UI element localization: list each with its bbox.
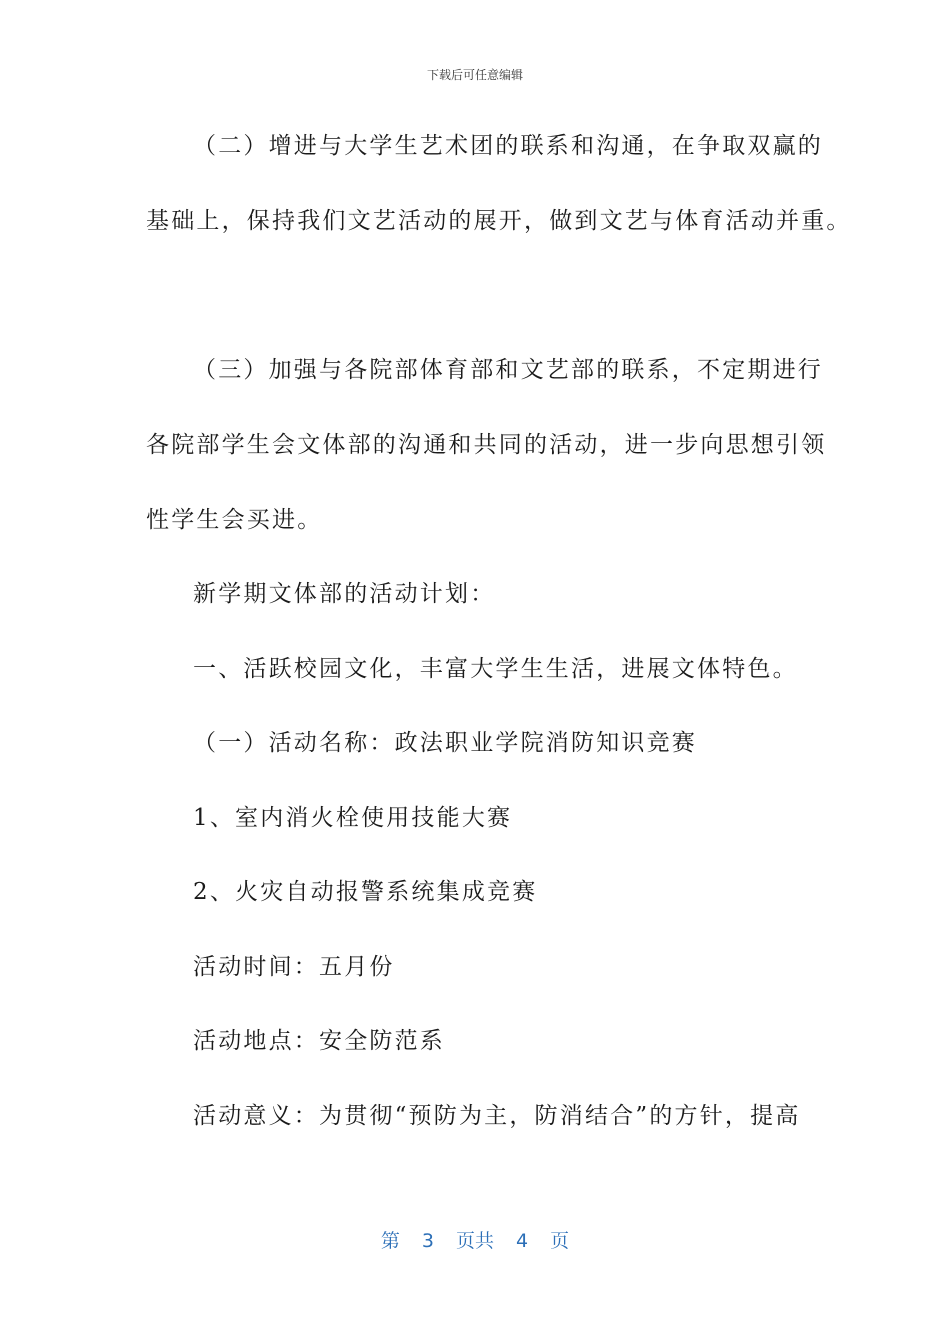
- footer-suffix: 页: [550, 1230, 570, 1252]
- activity-significance: 活动意义：为贯彻“预防为主，防消结合”的方针，提高: [193, 1103, 801, 1129]
- paragraph-line: （二）增进与大学生艺术团的联系和沟通，在争取双赢的: [193, 133, 823, 159]
- page-number-footer: [0, 1226, 950, 1253]
- list-item: 1、室内消火栓使用技能大赛: [193, 805, 513, 831]
- section-heading: 新学期文体部的活动计划：: [193, 581, 496, 607]
- total-page-count: 4: [516, 1230, 529, 1252]
- list-item: （一）活动名称：政法职业学院消防知识竞赛: [193, 730, 697, 756]
- list-item: 一、活跃校园文化，丰富大学生生活，进展文体特色。: [193, 656, 798, 682]
- paragraph-line: 各院部学生会文体部的沟通和共同的活动，进一步向思想引领: [146, 432, 827, 458]
- paragraph-line: 基础上，保持我们文艺活动的展开，做到文艺与体育活动并重。: [146, 208, 852, 234]
- list-item: 2、火灾自动报警系统集成竞赛: [193, 879, 538, 905]
- paragraph-line: 性学生会买进。: [146, 507, 323, 533]
- current-page-number: 3: [421, 1230, 434, 1252]
- activity-time: 活动时间：五月份: [193, 954, 395, 980]
- activity-location: 活动地点：安全防范系: [193, 1028, 445, 1054]
- paragraph-line: （三）加强与各院部体育部和文艺部的联系，不定期进行: [193, 357, 823, 383]
- download-editable-note: 下载后可任意编辑: [426, 68, 523, 82]
- footer-prefix: 第: [380, 1230, 400, 1252]
- footer-middle: 页共: [455, 1230, 494, 1252]
